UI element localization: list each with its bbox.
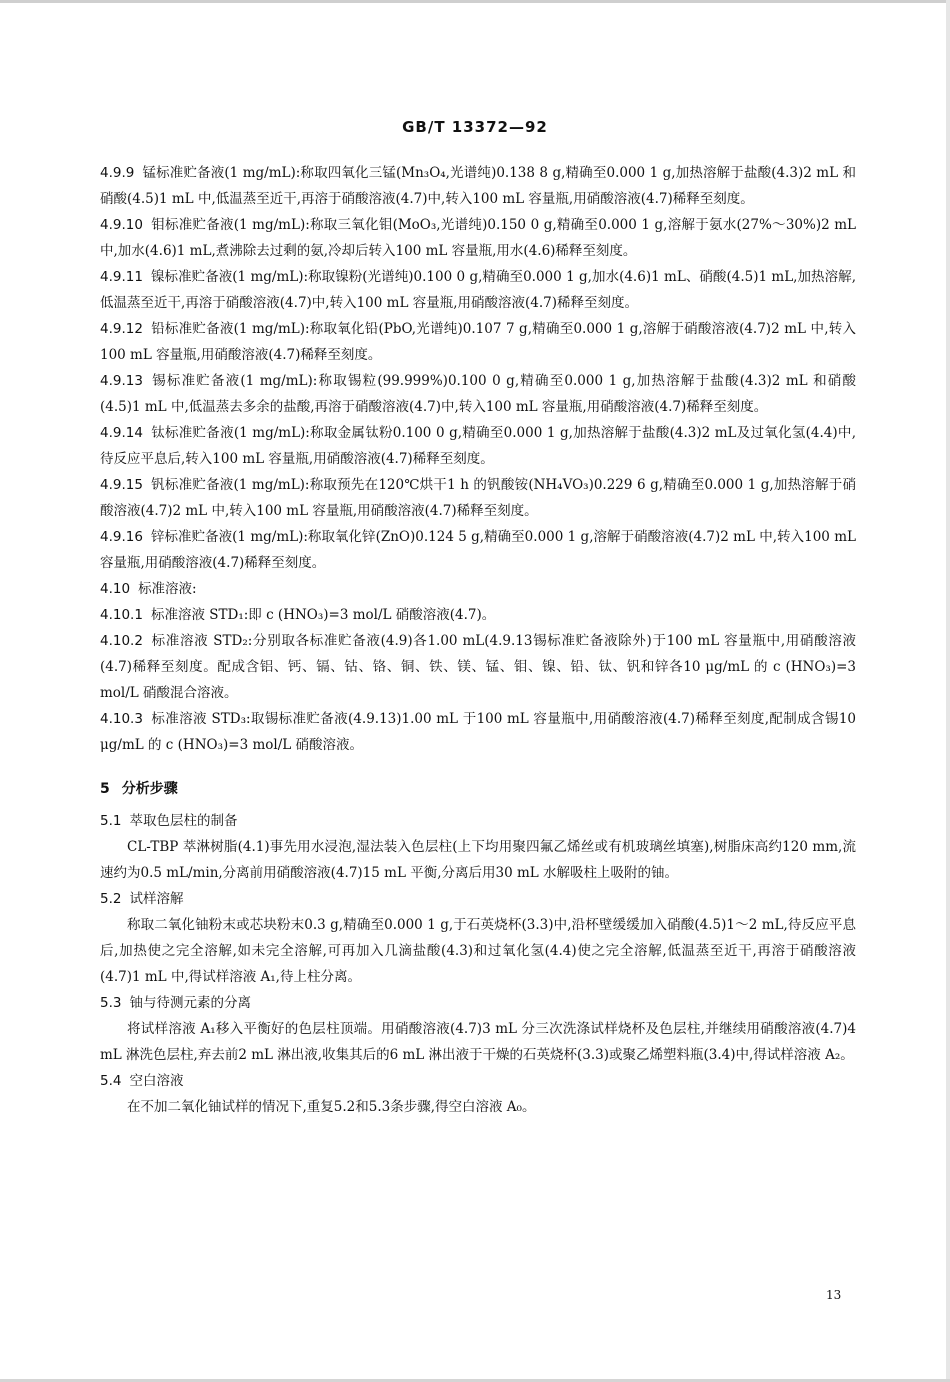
- section-title: 分析步骤: [121, 781, 178, 797]
- clause-text: 标准溶液 STD₃:取锡标准贮备液(4.9.13)1.00 mL 于100 mL 容量瓶中,用硝酸溶液(4.7)稀释至刻度,配制成含锡10 μg/mL 的 c (HNO₃)=3 mol/L 硝酸溶液。: [100, 711, 856, 753]
- document-body: [100, 160, 856, 1120]
- clause-number: 4.9.12: [100, 321, 143, 337]
- clause-text: 镍标准贮备液(1 mg/mL):称取镍粉(光谱纯)0.100 0 g,精确至0.000 1 g,加水(4.6)1 mL、硝酸(4.5)1 mL,加热溶解,低温蒸至近干,再溶于硝酸溶液(4.7)中,转入100 mL 容量瓶,用硝酸溶液(4.7)稀释至刻度。: [100, 269, 856, 311]
- clause-number: 4.9.16: [100, 529, 143, 545]
- section-5-heading: [100, 776, 856, 802]
- section-number: 5: [100, 781, 110, 797]
- subsection-title: 空白溶液: [129, 1073, 184, 1089]
- clause-4-9-16: [100, 524, 856, 576]
- clause-text: 钛标准贮备液(1 mg/mL):称取金属钛粉0.100 0 g,精确至0.000 1 g,加热溶解于盐酸(4.3)2 mL及过氧化氢(4.4)中,待反应平息后,转入100 mL 容量瓶,用硝酸溶液(4.7)稀释至刻度。: [100, 425, 856, 467]
- clause-4-9-10: [100, 212, 856, 264]
- clause-4-10-2: [100, 628, 856, 706]
- clause-4-10-3: [100, 706, 856, 758]
- subsection-5-1-heading: [100, 808, 856, 834]
- clause-text: 标准溶液 STD₁:即 c (HNO₃)=3 mol/L 硝酸溶液(4.7)。: [150, 607, 496, 623]
- clause-text: 锌标准贮备液(1 mg/mL):称取氧化锌(ZnO)0.124 5 g,精确至0.000 1 g,溶解于硝酸溶液(4.7)2 mL 中,转入100 mL 容量瓶,用硝酸溶液(4.7)稀释至刻度。: [100, 529, 856, 571]
- subsection-number: 5.1: [100, 813, 122, 829]
- subsection-5-4-heading: [100, 1068, 856, 1094]
- clause-text: 标准溶液:: [138, 581, 197, 597]
- subsection-number: 5.2: [100, 891, 122, 907]
- subsection-title: 萃取色层柱的制备: [129, 813, 238, 829]
- clause-number: 4.9.15: [100, 477, 143, 493]
- subsection-5-4-body: 在不加二氧化铀试样的情况下,重复5.2和5.3条步骤,得空白溶液 A₀。: [127, 1099, 536, 1115]
- clause-4-9-12: [100, 316, 856, 368]
- subsection-title: 试样溶解: [129, 891, 184, 907]
- standard-code-header: GB/T 13372—92: [402, 118, 548, 136]
- scan-edge-top: [0, 0, 950, 3]
- subsection-title: 铀与待测元素的分离: [129, 995, 251, 1011]
- clause-4-10: [100, 576, 856, 602]
- clause-4-9-15: [100, 472, 856, 524]
- subsection-number: 5.4: [100, 1073, 122, 1089]
- clause-number: 4.10.1: [100, 607, 143, 623]
- scan-edge-right: [946, 0, 950, 1382]
- clause-number: 4.9.14: [100, 425, 143, 441]
- page-number: 13: [826, 1288, 842, 1302]
- subsection-5-1-body: CL-TBP 萃淋树脂(4.1)事先用水浸泡,湿法装入色层柱(上下均用聚四氟乙烯丝或有机玻璃丝填塞),树脂床高约120 mm,流速约为0.5 mL/min,分离前用硝酸溶液(4.7)15 mL 平衡,分离后用30 mL 水解吸柱上吸附的铀。: [100, 839, 856, 881]
- clause-4-9-9: [100, 160, 856, 212]
- clause-text: 铅标准贮备液(1 mg/mL):称取氧化铅(PbO,光谱纯)0.107 7 g,精确至0.000 1 g,溶解于硝酸溶液(4.7)2 mL 中,转入100 mL 容量瓶,用硝酸溶液(4.7)稀释至刻度。: [100, 321, 856, 363]
- subsection-5-3-heading: [100, 990, 856, 1016]
- clause-4-9-13: [100, 368, 856, 420]
- clause-number: 4.9.13: [100, 373, 143, 389]
- clause-number: 4.9.11: [100, 269, 143, 285]
- clause-4-9-14: [100, 420, 856, 472]
- clause-text: 标准溶液 STD₂:分别取各标准贮备液(4.9)各1.00 mL(4.9.13锡标准贮备液除外)于100 mL 容量瓶中,用硝酸溶液(4.7)稀释至刻度。配成含铝、钙、镉、钴、铬、铜、铁、镁、锰、钼、镍、铅、钛、钒和锌各10 μg/mL 的 c (HNO₃)=3 mol/L 硝酸混合溶液。: [100, 633, 856, 701]
- clause-number: 4.9.10: [100, 217, 143, 233]
- subsection-5-2-body: 称取二氧化铀粉末或芯块粉末0.3 g,精确至0.000 1 g,于石英烧杯(3.3)中,沿杯壁缓缓加入硝酸(4.5)1～2 mL,待反应平息后,加热使之完全溶解,如未完全溶解,可再加入几滴盐酸(4.3)和过氧化氢(4.4)使之完全溶解,低温蒸至近干,再溶于硝酸溶液(4.7)1 mL 中,得试样溶液 A₁,待上柱分离。: [100, 917, 856, 985]
- clause-text: 钒标准贮备液(1 mg/mL):称取预先在120℃烘干1 h 的钒酸铵(NH₄VO₃)0.229 6 g,精确至0.000 1 g,加热溶解于硝酸溶液(4.7)2 mL 中,转入100 mL 容量瓶,用硝酸溶液(4.7)稀释至刻度。: [100, 477, 856, 519]
- subsection-5-3-body: 将试样溶液 A₁移入平衡好的色层柱顶端。用硝酸溶液(4.7)3 mL 分三次洗涤试样烧杯及色层柱,并继续用硝酸溶液(4.7)4 mL 淋洗色层柱,弃去前2 mL 淋出液,收集其后的6 mL 淋出液于干燥的石英烧杯(3.3)或聚乙烯塑料瓶(3.4)中,得试样溶液 A₂。: [100, 1021, 856, 1063]
- clause-number: 4.10: [100, 581, 131, 597]
- clause-text: 锰标准贮备液(1 mg/mL):称取四氧化三锰(Mn₃O₄,光谱纯)0.138 8 g,精确至0.000 1 g,加热溶解于盐酸(4.3)2 mL 和硝酸(4.5)1 mL 中,低温蒸至近干,再溶于硝酸溶液(4.7)中,转入100 mL 容量瓶,用硝酸溶液(4.7)稀释至刻度。: [100, 165, 856, 207]
- clause-text: 锡标准贮备液(1 mg/mL):称取锡粒(99.999%)0.100 0 g,精确至0.000 1 g,加热溶解于盐酸(4.3)2 mL 和硝酸(4.5)1 mL 中,低温蒸去多余的盐酸,再溶于硝酸溶液(4.7)中,转入100 mL 容量瓶,用硝酸溶液(4.7)稀释至刻度。: [100, 373, 856, 415]
- clause-number: 4.10.2: [100, 633, 143, 649]
- subsection-number: 5.3: [100, 995, 122, 1011]
- clause-number: 4.10.3: [100, 711, 143, 727]
- clause-number: 4.9.9: [100, 165, 135, 181]
- clause-4-10-1: [100, 602, 856, 628]
- clause-4-9-11: [100, 264, 856, 316]
- subsection-5-2-heading: [100, 886, 856, 912]
- clause-text: 钼标准贮备液(1 mg/mL):称取三氧化钼(MoO₃,光谱纯)0.150 0 g,精确至0.000 1 g,溶解于氨水(27%～30%)2 mL 中,加水(4.6)1 mL,煮沸除去过剩的氨,冷却后转入100 mL 容量瓶,用水(4.6)稀释至刻度。: [100, 217, 856, 259]
